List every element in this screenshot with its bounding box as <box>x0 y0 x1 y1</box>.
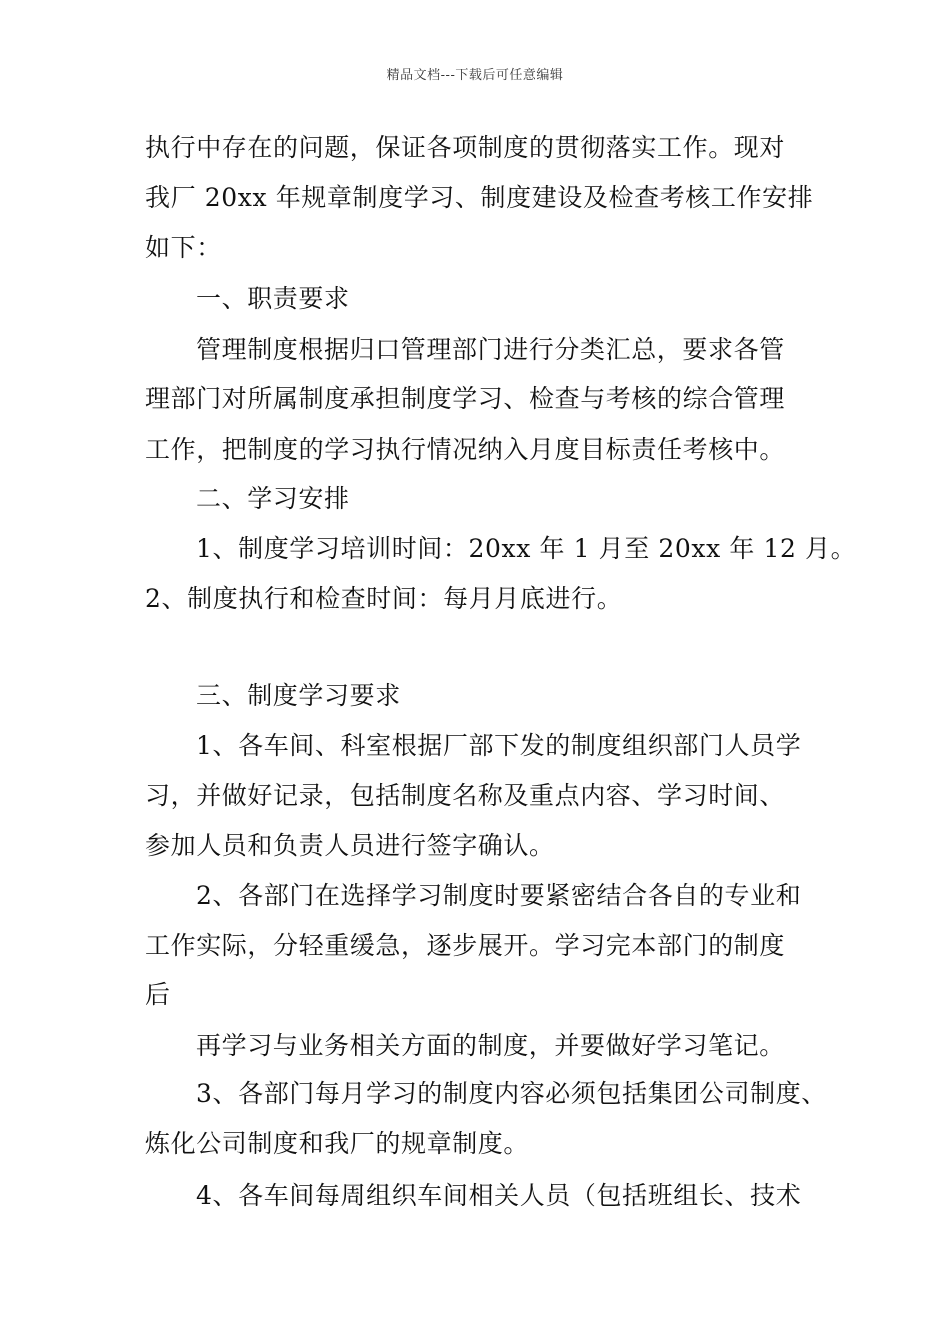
list-item: 4、各车间每周组织车间相关人员（包括班组长、技术 <box>196 1181 802 1210</box>
paragraph-line: 工作实际，分轻重缓急，逐步展开。学习完本部门的制度 <box>145 931 786 960</box>
section-heading: 一、职责要求 <box>196 284 350 313</box>
paragraph-line: 炼化公司制度和我厂的规章制度。 <box>145 1129 530 1158</box>
list-item: 1、制度学习培训时间：20xx 年 1 月至 20xx 年 12 月。 <box>196 534 857 563</box>
paragraph-line: 理部门对所属制度承担制度学习、检查与考核的综合管理 <box>145 384 786 413</box>
page-header: 精品文档---下载后可任意编辑 <box>386 68 564 83</box>
paragraph-line: 执行中存在的问题，保证各项制度的贯彻落实工作。现对 <box>145 133 786 162</box>
list-item: 1、各车间、科室根据厂部下发的制度组织部门人员学 <box>196 731 802 760</box>
paragraph-line: 习，并做好记录，包括制度名称及重点内容、学习时间、 <box>145 781 786 810</box>
list-item: 2、各部门在选择学习制度时要紧密结合各自的专业和 <box>196 881 802 910</box>
list-item: 2、制度执行和检查时间：每月月底进行。 <box>145 584 623 613</box>
paragraph-line: 我厂 20xx 年规章制度学习、制度建设及检查考核工作安排 <box>145 183 814 212</box>
paragraph-line: 如下： <box>145 233 222 262</box>
section-heading: 二、学习安排 <box>196 484 350 513</box>
paragraph-line: 管理制度根据归口管理部门进行分类汇总，要求各管 <box>196 335 785 364</box>
section-heading: 三、制度学习要求 <box>196 681 401 710</box>
paragraph-line: 再学习与业务相关方面的制度，并要做好学习笔记。 <box>196 1031 785 1060</box>
list-item: 3、各部门每月学习的制度内容必须包括集团公司制度、 <box>196 1079 827 1108</box>
paragraph-line: 后 <box>145 980 171 1009</box>
paragraph-line: 参加人员和负责人员进行签字确认。 <box>145 831 555 860</box>
paragraph-line: 工作，把制度的学习执行情况纳入月度目标责任考核中。 <box>145 435 786 464</box>
